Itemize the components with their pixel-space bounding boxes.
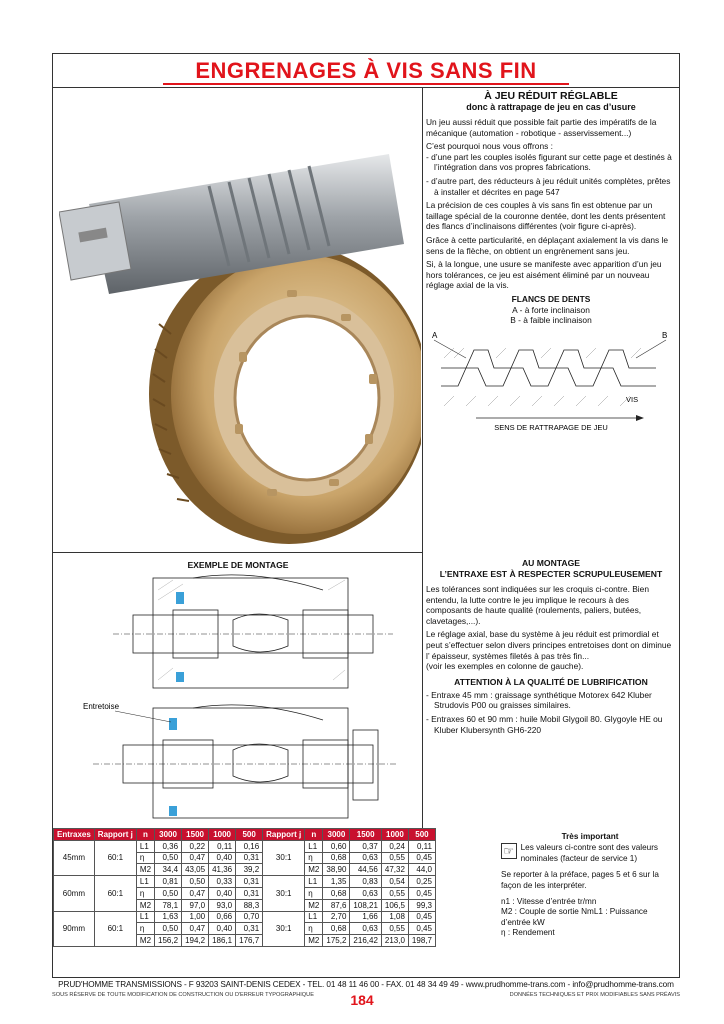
note-text: Se reporter à la préface, pages 5 et 6 sur la façon de les interpréter. [501, 870, 659, 890]
table-cell: 44,0 [408, 864, 435, 876]
table-cell: 0,11 [209, 840, 236, 852]
table-cell: 1,63 [155, 911, 182, 923]
section-subheading: donc à rattrapage de jeu en cas d’usure [466, 102, 636, 112]
performance-table [53, 828, 436, 947]
table-cell: L1 [305, 840, 323, 852]
table-cell: 78,1 [155, 899, 182, 911]
pointing-hand-icon: ☞ [501, 843, 517, 859]
table-cell: 0,24 [381, 840, 408, 852]
bullet: - Entraxes 60 et 90 mm : huile Mobil Glygoil 80. Glygoyle HE ou Kluber Klubersynth GH6-220 [426, 713, 663, 735]
paragraph: Un jeu aussi réduit que possible fait partie des impératifs de la mécanique (automation - robotique - asservissement...) [426, 117, 657, 138]
bullet: - Entraxe 45 mm : graissage synthétique Motorex 642 Kluber Strudovis P00 ou graisses similaires. [426, 689, 652, 711]
table-cell: 0,55 [381, 887, 408, 899]
table-cell: L1 [305, 911, 323, 923]
label-vis: VIS [626, 394, 639, 404]
table-header-row [54, 829, 436, 841]
paragraph: C’est pourquoi nous vous offrons : [426, 141, 553, 152]
column-header: n [305, 829, 323, 841]
montage-drawing [53, 570, 423, 832]
table-cell: 0,16 [236, 840, 263, 852]
table-cell: L1 [136, 840, 154, 852]
table-cell: 0,47 [182, 923, 209, 935]
table-cell: 39,2 [236, 864, 263, 876]
table-cell: 176,7 [236, 935, 263, 947]
ratio-cell: 60:1 [94, 876, 136, 911]
table-cell: 0,54 [381, 876, 408, 888]
column-header: Entraxes [54, 829, 95, 841]
table-cell: L1 [136, 876, 154, 888]
table-cell: 0,81 [155, 876, 182, 888]
table-cell: 1,35 [323, 876, 350, 888]
table-cell: 0,31 [236, 876, 263, 888]
table-cell: 0,55 [381, 923, 408, 935]
table-cell: 43,05 [182, 864, 209, 876]
table-cell: 1,00 [182, 911, 209, 923]
paragraph: (voir les exemples en colonne de gauche). [426, 661, 584, 672]
table-row [54, 876, 436, 888]
table-cell: M2 [136, 935, 154, 947]
page-frame [52, 53, 680, 978]
table-cell: M2 [136, 899, 154, 911]
table-cell: 87,6 [323, 899, 350, 911]
table-cell: 0,47 [182, 887, 209, 899]
table-row [54, 840, 436, 852]
table-row [54, 911, 436, 923]
table-cell: 0,66 [209, 911, 236, 923]
table-cell: 0,50 [155, 923, 182, 935]
table-cell: η [305, 923, 323, 935]
ratio-cell: 30:1 [263, 911, 305, 946]
table-cell: 0,31 [236, 887, 263, 899]
table-cell: 0,37 [350, 840, 381, 852]
table-cell: 47,32 [381, 864, 408, 876]
table-cell: 41,36 [209, 864, 236, 876]
table-cell: 1,08 [381, 911, 408, 923]
important-note [501, 832, 679, 939]
note-title: Très important [561, 832, 619, 841]
column-header: 500 [236, 829, 263, 841]
table-cell: 0,63 [350, 923, 381, 935]
table-cell: 0,45 [408, 887, 435, 899]
paragraph: Grâce à cette particularité, en déplaçant axialement la vis dans le sens de la flèche, on obtient un engrènement sans jeu. [426, 234, 669, 256]
flancs-title: FLANCS DE DENTS [511, 293, 591, 304]
table-cell: 198,7 [408, 935, 435, 947]
paragraph: Les tolérances sont indiquées sur les croquis ci-contre. Bien entendu, la lutte contre le jeu implique le recours à des composants de haute qualité (roulements, paliers, butées, clavetages,...). [426, 584, 649, 626]
table-cell: 108,21 [350, 899, 381, 911]
note-def: η : Rendement [501, 928, 555, 938]
column-header: 3000 [155, 829, 182, 841]
table-cell: 0,68 [323, 887, 350, 899]
paragraph: Si, à la longue, une usure se manifeste avec apparition d’un jeu hors tolérances, ce jeu est aisément éliminé par un nouveau réglage axial de la vis. [426, 259, 662, 291]
lubrication-title: ATTENTION À LA QUALITÉ DE LUBRIFICATION [454, 676, 648, 687]
footer-left: SOUS RÉSERVE DE TOUTE MODIFICATION DE CONSTRUCTION OU D'ERREUR TYPOGRAPHIQUE [52, 992, 314, 998]
table-cell: 175,2 [323, 935, 350, 947]
table-cell: 194,2 [182, 935, 209, 947]
table-cell: η [305, 852, 323, 864]
table-cell: 88,3 [236, 899, 263, 911]
table-cell: M2 [305, 864, 323, 876]
table-cell: 0,50 [155, 887, 182, 899]
footer-right: DONNÉES TECHNIQUES ET PRIX MODIFIABLES SANS PRÉAVIS [509, 992, 680, 998]
table-cell: η [136, 852, 154, 864]
table-cell: 0,40 [209, 852, 236, 864]
table-cell: 0,63 [350, 887, 381, 899]
table-cell: η [136, 887, 154, 899]
section-heading: À JEU RÉDUIT RÉGLABLE [484, 90, 618, 102]
flancs-a: A - à forte inclinaison [512, 304, 590, 315]
table-cell: 0,50 [182, 876, 209, 888]
table-cell: 1,66 [350, 911, 381, 923]
label-b: B [662, 330, 668, 340]
table-cell: 213,0 [381, 935, 408, 947]
table-cell: 38,90 [323, 864, 350, 876]
table-cell: 0,40 [209, 923, 236, 935]
table-cell: 0,55 [381, 852, 408, 864]
column-header: 1000 [381, 829, 408, 841]
table-cell: 0,11 [408, 840, 435, 852]
table-cell: 34,4 [155, 864, 182, 876]
table-cell: 0,60 [323, 840, 350, 852]
table-cell: η [305, 887, 323, 899]
table-cell: 0,31 [236, 852, 263, 864]
table-cell: 0,68 [323, 852, 350, 864]
bullet: - d’une part les couples isolés figurant sur cette page et destinés à l’intégration dans vos propres fabrications. [426, 151, 672, 173]
table-cell: M2 [305, 899, 323, 911]
label-sens: SENS DE RATTRAPAGE DE JEU [494, 422, 608, 432]
table-cell: 99,3 [408, 899, 435, 911]
column-header: Rapport j [263, 829, 305, 841]
column-header: 1500 [182, 829, 209, 841]
ratio-cell: 30:1 [263, 840, 305, 875]
entraxe-cell: 60mm [54, 876, 95, 911]
table-cell: 44,56 [350, 864, 381, 876]
table-cell: 0,36 [155, 840, 182, 852]
table-cell: 216,42 [350, 935, 381, 947]
note-def: n1 : Vitesse d’entrée tr/mn [501, 897, 597, 907]
paragraph: La précision de ces couples à vis sans fin est obtenue par un taillage spécial de la couronne dentée, dont les dents présentent des flancs d’inclinaisons différentes (voir figure ci-après). [426, 200, 666, 232]
table-cell: 0,25 [408, 876, 435, 888]
column-header: 500 [408, 829, 435, 841]
table-cell: 0,47 [182, 852, 209, 864]
column-header: 1000 [209, 829, 236, 841]
column-header: 3000 [323, 829, 350, 841]
column-header: n [136, 829, 154, 841]
table-cell: 0,83 [350, 876, 381, 888]
entraxe-cell: 45mm [54, 840, 95, 875]
table-cell: 2,70 [323, 911, 350, 923]
bullet: - d’autre part, des réducteurs à jeu réduit unités complètes, prêtes à installer et décrites en page 547 [426, 175, 671, 197]
table-cell: 0,63 [350, 852, 381, 864]
intro-column [426, 90, 676, 438]
table-cell: 0,45 [408, 911, 435, 923]
table-cell: 186,1 [209, 935, 236, 947]
table-cell: 0,45 [408, 852, 435, 864]
table-cell: 93,0 [209, 899, 236, 911]
table-cell: 97,0 [182, 899, 209, 911]
column-header: 1500 [350, 829, 381, 841]
table-cell: 0,50 [155, 852, 182, 864]
table-cell: M2 [136, 864, 154, 876]
table-cell: 0,33 [209, 876, 236, 888]
entretoise-label: Entretoise [83, 702, 120, 711]
ratio-cell: 60:1 [94, 911, 136, 946]
table-cell: L1 [305, 876, 323, 888]
au-montage-title: AU MONTAGE [521, 558, 581, 568]
table-cell: 0,68 [323, 923, 350, 935]
montage-title: EXEMPLE DE MONTAGE [187, 560, 289, 570]
table-cell: 106,5 [381, 899, 408, 911]
table-cell: η [136, 923, 154, 935]
flancs-diagram [426, 328, 676, 438]
divider [53, 87, 679, 88]
footer-contact: PRUD'HOMME TRANSMISSIONS - F 93203 SAINT-DENIS CEDEX - TEL. 01 48 11 46 00 - FAX. 01 48 34 49 49 - www.prudhomme-trans.com - info@prudhomme-trans.com [58, 980, 674, 989]
au-montage-column [426, 558, 676, 738]
table-cell: 0,40 [209, 887, 236, 899]
table-cell: 0,70 [236, 911, 263, 923]
note-def: M2 : Couple de sortie NmL1 : Puissance d’entrée kW [501, 907, 648, 927]
worm-gear-photo [59, 94, 421, 554]
paragraph: Le réglage axial, base du système à jeu réduit est primordial et peut s’effectuer selon divers principes entretoises dont on diminue l’ épaisseur, systèmes filetés à pas très fin... [426, 629, 672, 661]
flancs-legend [426, 294, 676, 326]
table-cell: 0,31 [236, 923, 263, 935]
entraxe-cell: 90mm [54, 911, 95, 946]
table-cell: M2 [305, 935, 323, 947]
table-cell: L1 [136, 911, 154, 923]
note-text: Les valeurs ci-contre sont des valeurs nominales (facteur de service 1) [520, 843, 659, 863]
flancs-b: B - à faible inclinaison [510, 315, 592, 326]
montage-section [53, 554, 423, 826]
table-cell: 156,2 [155, 935, 182, 947]
label-a: A [432, 330, 438, 340]
table-cell: 0,45 [408, 923, 435, 935]
page-title: ENGRENAGES À VIS SANS FIN [53, 54, 679, 87]
ratio-cell: 30:1 [263, 876, 305, 911]
au-montage-subtitle: L’ENTRAXE EST À RESPECTER SCRUPULEUSEMENT [439, 569, 663, 579]
table-cell: 0,22 [182, 840, 209, 852]
column-header: Rapport j [94, 829, 136, 841]
ratio-cell: 60:1 [94, 840, 136, 875]
page-number: 184 [350, 992, 374, 1008]
